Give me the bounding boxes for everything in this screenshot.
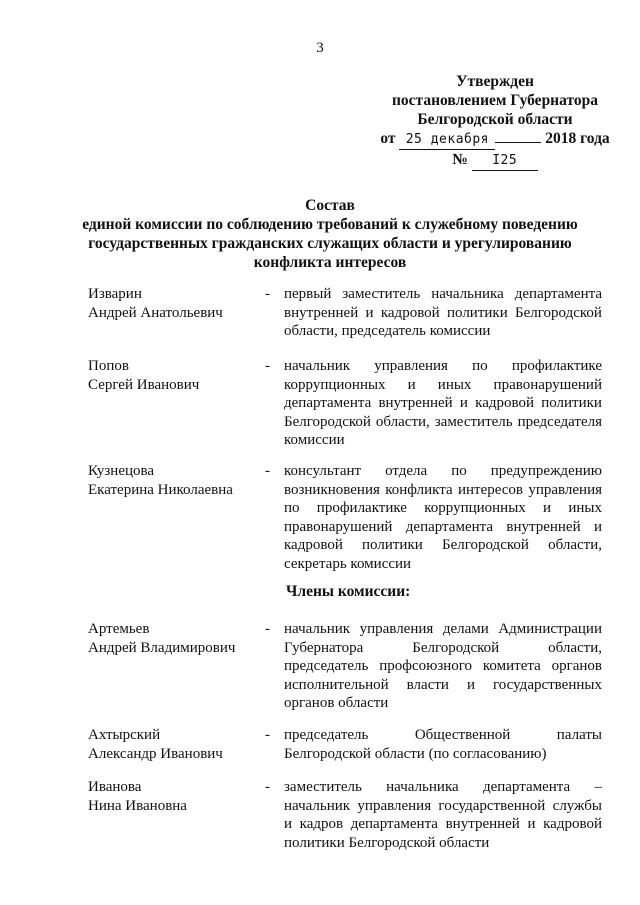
member-surname: Изварин (88, 286, 142, 302)
approval-line-3: Белгородской области (417, 111, 573, 128)
position-line: политики Белгородской области (284, 834, 490, 851)
number-prefix: № (452, 151, 468, 168)
dash: - (265, 727, 270, 743)
approval-date-line (370, 129, 620, 150)
position-line: Губернатора Белгородской области, (284, 639, 602, 656)
approval-stamp (370, 72, 620, 171)
dash: - (265, 286, 270, 302)
date-value: 25 декабря (399, 130, 495, 150)
position-line: секретарь комиссии (284, 555, 412, 572)
member-given-name: Нина Ивановна (88, 797, 187, 814)
approval-number-line (370, 150, 620, 171)
member-given-name: Андрей Владимирович (88, 639, 236, 656)
position-line: внутренней и кадровой политики Белгородской (284, 304, 602, 321)
position-line: департамента внутренней и кадровой политики (284, 395, 602, 411)
position-line: комиссии (284, 432, 345, 448)
date-underline (495, 142, 541, 143)
member-given-name: Сергей Иванович (88, 376, 200, 393)
position-line: председатель профсоюзного комитета органов (284, 658, 602, 674)
members-heading: Члены комиссии: (286, 583, 411, 600)
member-name (88, 462, 263, 499)
member-name (88, 778, 263, 815)
year-suffix: 2018 года (545, 130, 610, 147)
member-surname: Иванова (88, 779, 142, 795)
position-line: по профилактике коррупционных и иных (284, 500, 602, 516)
position-line: коррупционных и иных правонарушений (284, 376, 602, 393)
position-line: консультант отдела по предупреждению (284, 463, 602, 479)
member-position (284, 357, 602, 450)
number-value: I25 (472, 151, 538, 171)
member-position (284, 726, 602, 763)
position-line: кадровой политики Белгородской области, (284, 537, 602, 553)
member-name (88, 285, 263, 322)
member-surname: Кузнецова (88, 463, 155, 479)
position-line: председатель Общественной палаты (284, 727, 602, 743)
member-given-name: Александр Иванович (88, 745, 223, 762)
title-line-3: государственных гражданских служащих области и урегулированию (88, 235, 572, 252)
title-line-2: единой комиссии по соблюдению требований к служебному поведению (82, 216, 578, 233)
member-position (284, 285, 602, 341)
member-surname: Ахтырский (88, 727, 161, 743)
document-title (80, 196, 580, 272)
page-number: 3 (316, 40, 324, 56)
position-line: Белгородской области, заместитель председателя (284, 413, 602, 430)
member-surname: Попов (88, 358, 129, 374)
member-given-name: Екатерина Николаевна (88, 481, 233, 498)
approval-line-1: Утвержден (456, 73, 534, 90)
dash: - (265, 779, 270, 795)
dash: - (265, 358, 270, 374)
date-prefix: от (380, 130, 396, 147)
position-line: исполнительной власти и государственных (284, 676, 602, 693)
position-line: и кадров департамента внутренней и кадровой (284, 816, 602, 832)
title-line-4: конфликта интересов (253, 254, 407, 271)
member-position (284, 778, 602, 852)
member-name (88, 357, 263, 394)
dash: - (265, 621, 270, 637)
position-line: первый заместитель начальника департамента (284, 286, 602, 302)
position-line: возникновения конфликта интересов управления (284, 481, 602, 498)
member-given-name: Андрей Анатольевич (88, 304, 223, 321)
position-line: начальник управления государственной службы (284, 797, 602, 814)
position-line: Белгородской области (по согласованию) (284, 745, 547, 762)
position-line: начальник управления делами Администрации (284, 621, 602, 637)
member-position (284, 462, 602, 573)
member-name (88, 620, 263, 657)
position-line: начальник управления по профилактике (284, 358, 602, 374)
dash: - (265, 463, 270, 479)
approval-line-2: постановлением Губернатора (392, 92, 598, 109)
position-line: органов области (284, 695, 389, 711)
title-line-1: Состав (305, 197, 355, 214)
member-position (284, 620, 602, 713)
position-line: правонарушений департамента внутренней и (284, 518, 602, 535)
member-name (88, 726, 263, 763)
position-line: заместитель начальника департамента – (284, 779, 602, 795)
position-line: области, председатель комиссии (284, 323, 491, 339)
member-surname: Артемьев (88, 621, 150, 637)
